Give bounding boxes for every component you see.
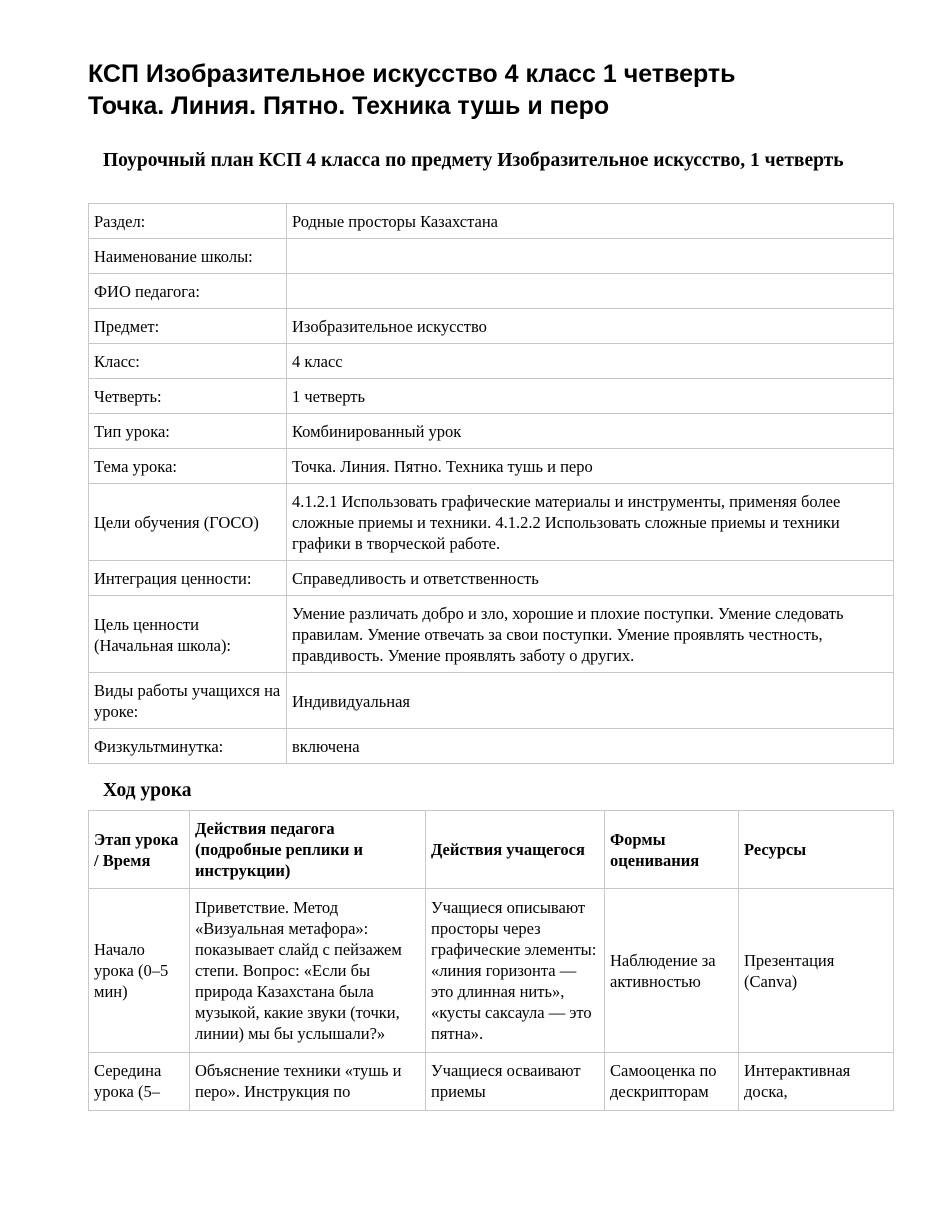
stage-time-cell: Середина урока (5– bbox=[89, 1053, 190, 1111]
student-actions-cell: Учащиеся описывают просторы через графические элементы: «линия горизонта — это длинная нить», «кусты саксаула — это пятна». bbox=[426, 889, 605, 1053]
info-row-value-integration bbox=[89, 561, 894, 596]
teacher-actions-cell: Объяснение техники «тушь и перо». Инструкция по bbox=[190, 1053, 426, 1111]
header-resources: Ресурсы bbox=[739, 811, 894, 889]
info-value: 4 класс bbox=[287, 344, 894, 379]
document-title-line-2: Точка. Линия. Пятно. Техника тушь и перо bbox=[88, 92, 610, 120]
info-row-exercise-break bbox=[89, 729, 894, 764]
info-row-value-goal bbox=[89, 596, 894, 673]
document-title bbox=[88, 58, 888, 122]
info-label: Тема урока: bbox=[89, 449, 287, 484]
resources-cell: Презентация (Canva) bbox=[739, 889, 894, 1053]
table-row bbox=[89, 1053, 894, 1111]
info-row-teacher bbox=[89, 274, 894, 309]
info-row-subject bbox=[89, 309, 894, 344]
assessment-cell: Самооценка по дескрипторам bbox=[605, 1053, 739, 1111]
info-row-section bbox=[89, 204, 894, 239]
header-teacher-actions: Действия педагога (подробные реплики и инструкции) bbox=[190, 811, 426, 889]
info-value: Комбинированный урок bbox=[287, 414, 894, 449]
document-title-line-1: КСП Изобразительное искусство 4 класс 1 четверть bbox=[88, 60, 736, 88]
info-label: Предмет: bbox=[89, 309, 287, 344]
info-row-grade bbox=[89, 344, 894, 379]
header-student-actions: Действия учащегося bbox=[426, 811, 605, 889]
header-assessment-forms: Формы оценивания bbox=[605, 811, 739, 889]
lesson-flow-heading: Ход урока bbox=[103, 780, 192, 801]
stage-time-cell: Начало урока (0–5 мин) bbox=[89, 889, 190, 1053]
info-value bbox=[287, 274, 894, 309]
info-value bbox=[287, 239, 894, 274]
table-row bbox=[89, 889, 894, 1053]
lesson-table-header-row bbox=[89, 811, 894, 889]
header-stage-time: Этап урока / Время bbox=[89, 811, 190, 889]
info-row-quarter bbox=[89, 379, 894, 414]
info-label: Раздел: bbox=[89, 204, 287, 239]
info-label: Интеграция ценности: bbox=[89, 561, 287, 596]
info-value: Умение различать добро и зло, хорошие и плохие поступки. Умение следовать правилам. Умение отвечать за свои поступки. Умение проявлять честность, правдивость. Умение проявлять заботу о других. bbox=[287, 596, 894, 673]
info-row-lesson-topic bbox=[89, 449, 894, 484]
info-value: 4.1.2.1 Использовать графические материалы и инструменты, применяя более сложные приемы и техники. 4.1.2.2 Использовать сложные приемы и техники графики в творческой работе. bbox=[287, 484, 894, 561]
resources-cell: Интерактивная доска, bbox=[739, 1053, 894, 1111]
info-value: 1 четверть bbox=[287, 379, 894, 414]
info-value: Справедливость и ответственность bbox=[287, 561, 894, 596]
info-row-work-types bbox=[89, 673, 894, 729]
plan-heading: Поурочный план КСП 4 класса по предмету Изобразительное искусство, 1 четверть bbox=[103, 150, 844, 171]
info-value: включена bbox=[287, 729, 894, 764]
info-label: Виды работы учащихся на уроке: bbox=[89, 673, 287, 729]
info-value: Родные просторы Казахстана bbox=[287, 204, 894, 239]
info-value: Индивидуальная bbox=[287, 673, 894, 729]
info-label: Тип урока: bbox=[89, 414, 287, 449]
info-row-learning-goals bbox=[89, 484, 894, 561]
info-label: Класс: bbox=[89, 344, 287, 379]
info-row-lesson-type bbox=[89, 414, 894, 449]
info-label: Физкультминутка: bbox=[89, 729, 287, 764]
info-label: Цель ценности (Начальная школа): bbox=[89, 596, 287, 673]
lesson-info-table bbox=[88, 203, 894, 764]
info-label: ФИО педагога: bbox=[89, 274, 287, 309]
info-label: Наименование школы: bbox=[89, 239, 287, 274]
info-row-school bbox=[89, 239, 894, 274]
info-value: Точка. Линия. Пятно. Техника тушь и перо bbox=[287, 449, 894, 484]
lesson-flow-table bbox=[88, 810, 894, 1111]
info-label: Четверть: bbox=[89, 379, 287, 414]
teacher-actions-cell: Приветствие. Метод «Визуальная метафора»: показывает слайд с пейзажем степи. Вопрос: «Если бы природа Казахстана была музыкой, какие звуки (точки, линии) мы бы услышали?» bbox=[190, 889, 426, 1053]
info-value: Изобразительное искусство bbox=[287, 309, 894, 344]
info-label: Цели обучения (ГОСО) bbox=[89, 484, 287, 561]
assessment-cell: Наблюдение за активностью bbox=[605, 889, 739, 1053]
student-actions-cell: Учащиеся осваивают приемы bbox=[426, 1053, 605, 1111]
